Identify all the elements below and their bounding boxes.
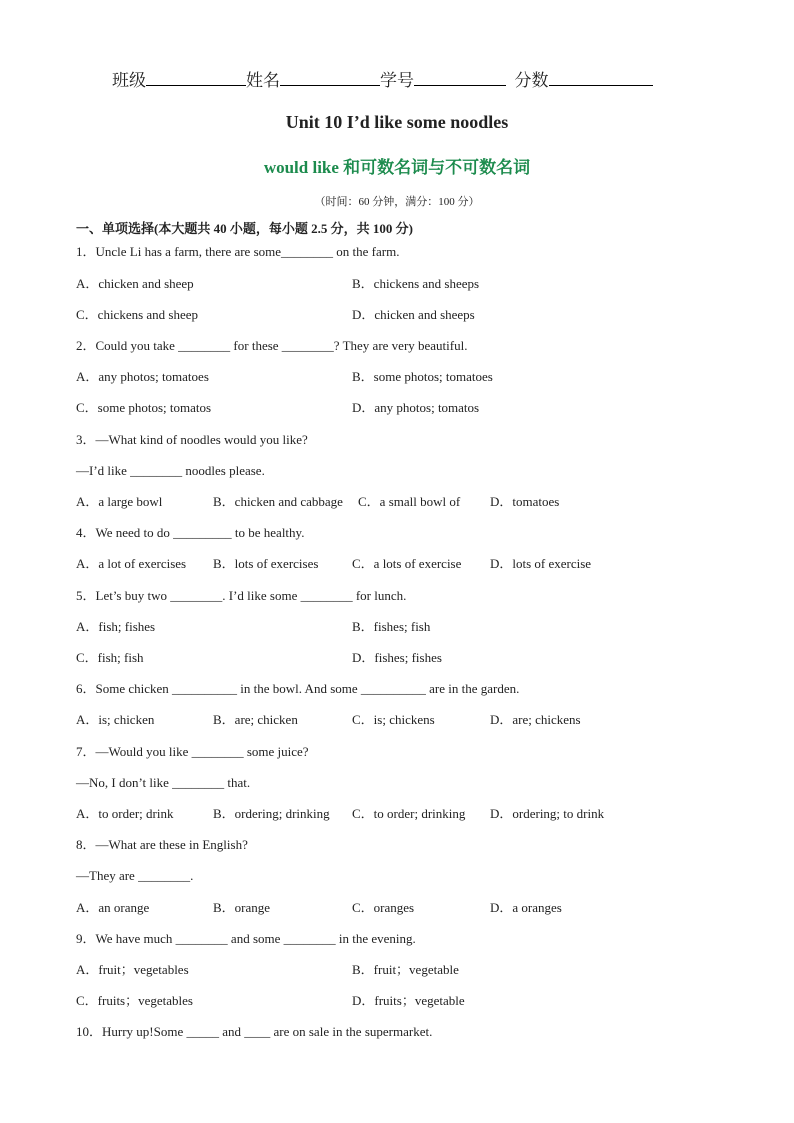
option-a[interactable]: A．chicken and sheep (76, 276, 194, 291)
option-d[interactable]: D．a oranges (490, 900, 562, 915)
option-d[interactable]: D．ordering; to drink (490, 806, 605, 821)
option-d[interactable]: D．lots of exercise (490, 556, 592, 571)
option-d[interactable]: D．fruits；vegetable (352, 993, 465, 1008)
question-stem: 3．—What kind of noodles would you like? (76, 432, 308, 447)
option-d[interactable]: D．are; chickens (490, 712, 581, 727)
option-c[interactable]: C．a lots of exercise (352, 556, 462, 571)
option-c[interactable]: C．fish; fish (76, 650, 144, 665)
option-d[interactable]: D．any photos; tomatos (352, 400, 480, 415)
score-label: 分数 (514, 71, 549, 90)
option-b[interactable]: B．chickens and sheeps (352, 276, 480, 291)
option-a[interactable]: A．fruit；vegetables (76, 962, 189, 977)
option-c[interactable]: C．some photos; tomatos (76, 400, 212, 415)
question-stem: 1．Uncle Li has a farm, there are some________ on the farm. (76, 244, 400, 259)
question-stem: 10．Hurry up!Some _____ and ____ are on sale in the supermarket. (76, 1024, 433, 1039)
option-c[interactable]: C．is; chickens (352, 712, 435, 727)
number-blank[interactable] (414, 70, 506, 86)
option-b[interactable]: B．fruit；vegetable (352, 962, 459, 977)
option-a[interactable]: A．any photos; tomatoes (76, 369, 209, 384)
page-title: Unit 10 I’d like some noodles (285, 112, 509, 132)
question-stem: 7．—Would you like ________ some juice? (76, 744, 309, 759)
student-info-header (112, 70, 653, 92)
class-blank[interactable] (146, 70, 246, 86)
name-label: 姓名 (246, 71, 280, 90)
question-stem-reply: —They are ________. (76, 868, 194, 883)
option-d[interactable]: D．fishes; fishes (352, 650, 442, 665)
option-a[interactable]: A．fish; fishes (76, 619, 156, 634)
option-a[interactable]: A．a lot of exercises (76, 556, 187, 571)
question-stem-reply: —I’d like ________ noodles please. (76, 463, 265, 478)
option-b[interactable]: B．some photos; tomatoes (352, 369, 493, 384)
option-c[interactable]: C．fruits；vegetables (76, 993, 193, 1008)
option-a[interactable]: A．to order; drink (76, 806, 174, 821)
option-a[interactable]: A．is; chicken (76, 712, 155, 727)
option-b[interactable]: B．fishes; fish (352, 619, 431, 634)
question-stem: 6．Some chicken __________ in the bowl. And some __________ are in the garden. (76, 681, 520, 696)
option-c[interactable]: C．oranges (352, 900, 415, 915)
option-a[interactable]: A．an orange (76, 900, 150, 915)
question-stem: 4．We need to do _________ to be healthy. (76, 525, 305, 540)
question-stem: 5．Let’s buy two ________. I’d like some ________ for lunch. (76, 588, 407, 603)
question-stem: 8．—What are these in English? (76, 837, 248, 852)
option-b[interactable]: B．chicken and cabbage (213, 494, 343, 509)
option-a[interactable]: A．a large bowl (76, 494, 163, 509)
score-blank[interactable] (549, 70, 653, 86)
option-c[interactable]: C．a small bowl of (358, 494, 461, 509)
question-stem: 9．We have much ________ and some ________ in the evening. (76, 931, 416, 946)
question-stem-reply: —No, I don’t like ________ that. (76, 775, 251, 790)
option-d[interactable]: D．chicken and sheeps (352, 307, 475, 322)
option-b[interactable]: B．orange (213, 900, 271, 915)
option-c[interactable]: C．chickens and sheep (76, 307, 199, 322)
time-info: （时间：60 分钟，满分：100 分） (314, 196, 480, 208)
option-b[interactable]: B．are; chicken (213, 712, 298, 727)
question-stem: 2．Could you take ________ for these ________? They are very beautiful. (76, 338, 468, 353)
option-b[interactable]: B．lots of exercises (213, 556, 319, 571)
option-d[interactable]: D．tomatoes (490, 494, 560, 509)
name-blank[interactable] (280, 70, 380, 86)
class-label: 班级 (112, 71, 146, 90)
page-subtitle: would like 和可数名词与不可数名词 (263, 158, 531, 177)
section-heading: 一、单项选择(本大题共 40 小题，每小题 2.5 分，共 100 分) (76, 221, 413, 236)
option-c[interactable]: C．to order; drinking (352, 806, 466, 821)
option-b[interactable]: B．ordering; drinking (213, 806, 330, 821)
number-label: 学号 (380, 71, 414, 90)
